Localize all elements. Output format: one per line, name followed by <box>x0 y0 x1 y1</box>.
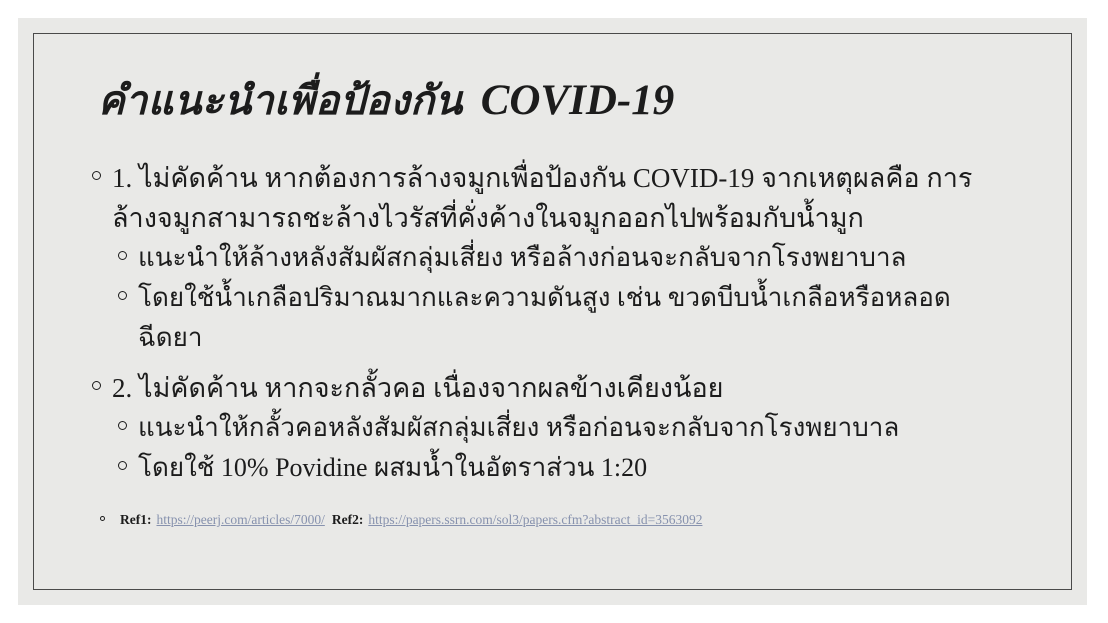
bullet-item <box>92 238 976 278</box>
bullet-text: 1. ไม่คัดค้าน หากต้องการล้างจมูกเพื่อป้องกัน COVID-19 จากเหตุผลคือ การล้างจมูก​สามารถชะล้าง​ไวรัสที่คั่งค้าง​ในจมูกออกไป​พร้อมกับน้ำมูก <box>112 163 973 233</box>
bullet-item <box>92 408 976 448</box>
reference-bullet-circle-icon <box>100 516 105 521</box>
references-line <box>100 510 709 530</box>
bullet-text: แนะนำให้กลั้วคอหลังสัมผัสกลุ่มเสี่ยง หรือก่อนจะกลับจากโรงพยาบาล <box>138 413 900 442</box>
slide-surface <box>18 18 1087 605</box>
ref2-label: Ref2: <box>331 512 364 527</box>
bullet-circle-icon <box>92 381 101 390</box>
bullet-item <box>92 278 976 358</box>
bullet-circle-icon <box>118 251 127 260</box>
bullet-circle-icon <box>92 171 101 180</box>
bullet-circle-icon <box>118 291 127 300</box>
bullet-item <box>92 158 976 238</box>
bullet-text: โดยใช้ 10% Povidine ผสมน้ำในอัตราส่วน 1:20 <box>138 453 648 482</box>
bullet-item <box>92 368 976 408</box>
ref2-link[interactable]: https://papers.ssrn.com/sol3/papers.cfm?abstract_id=3563092 <box>368 512 703 527</box>
bullet-list <box>92 158 976 488</box>
title-thai-text: คำแนะนำเพื่อป้องกัน <box>98 79 463 123</box>
bullet-text: โดยใช้น้ำเกลือปริมาณมากและความดันสูง เช่น ขวดบีบน้ำเกลือหรือหลอดฉีดยา <box>138 283 951 352</box>
bullet-circle-icon <box>118 421 127 430</box>
bullet-circle-icon <box>118 461 127 470</box>
title-covid19-text: COVID-19 <box>480 77 675 124</box>
ref1-link[interactable]: https://peerj.com/articles/7000/ <box>156 512 325 527</box>
bullet-item <box>92 448 976 488</box>
ref1-label: Ref1: <box>120 512 152 527</box>
bullet-text: 2. ไม่คัดค้าน หากจะกลั้วคอ เนื่องจากผลข้างเคียงน้อย <box>112 373 724 403</box>
slide-title <box>98 68 674 132</box>
bullet-text: แนะนำให้ล้างหลังสัมผัสกลุ่มเสี่ยง หรือล้างก่อนจะกลับจากโรงพยาบาล <box>138 243 907 272</box>
